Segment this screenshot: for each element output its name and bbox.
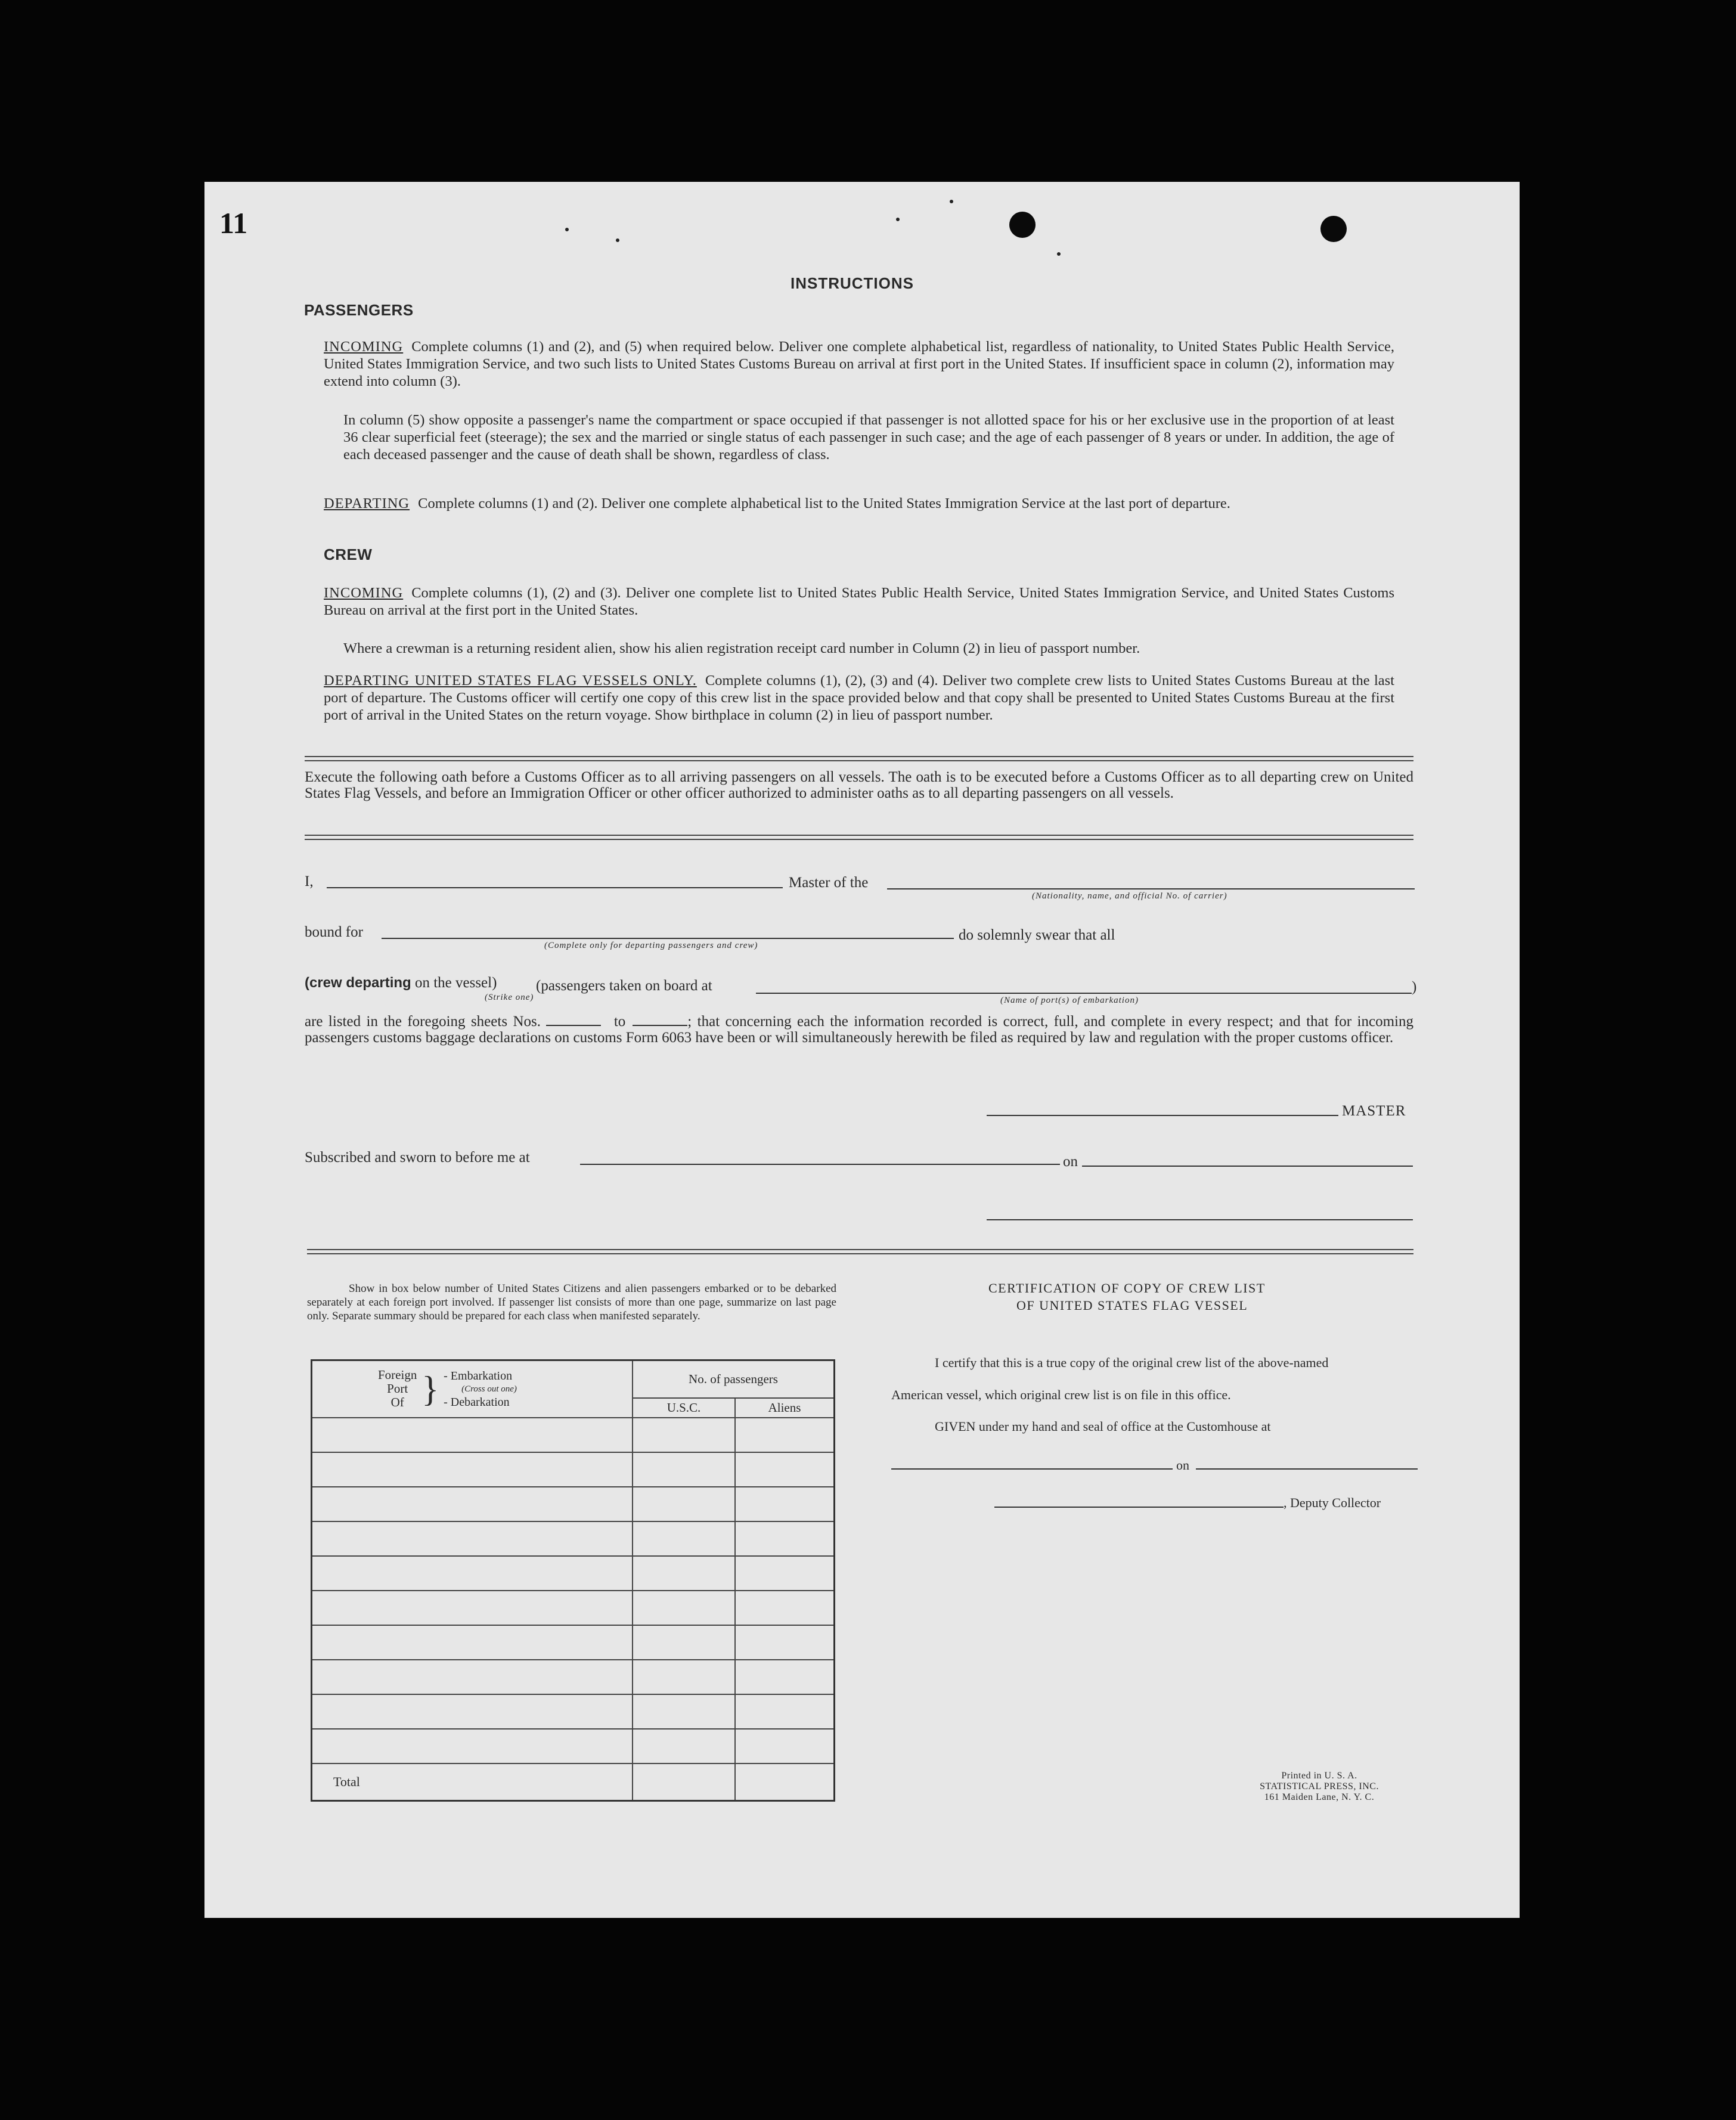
on-vessel-label: on the vessel) xyxy=(414,975,497,991)
port-cell[interactable] xyxy=(312,1556,633,1591)
given-line: GIVEN under my hand and seal of office at the Customhouse at xyxy=(935,1419,1271,1434)
usc-cell[interactable] xyxy=(633,1729,735,1763)
passengers-departing-paragraph xyxy=(324,495,1394,512)
usc-header: U.S.C. xyxy=(633,1398,735,1418)
port-cell[interactable] xyxy=(312,1521,633,1556)
aliens-cell[interactable] xyxy=(735,1556,835,1591)
divider-double-2 xyxy=(305,835,1413,840)
printer-line-2: STATISTICAL PRESS, INC. xyxy=(1260,1781,1379,1792)
debarkation-label[interactable]: - Debarkation xyxy=(444,1395,510,1409)
port-embarkation-field[interactable] xyxy=(756,993,1412,994)
carrier-field[interactable] xyxy=(887,888,1415,889)
master-signature-field[interactable] xyxy=(987,1115,1338,1116)
column5-paragraph: In column (5) show opposite a passenger's name the compartment or space occupied if that passenger is not allotted space for his or her exclusive use in the proportion of at least 36 clear superficial feet (steerage); the sex and the married or single status of each passenger in such case; and the age of each passenger of 8 years or under. In addition, the age of each deceased passenger and the cause of death shall be shown, regardless of class. xyxy=(343,412,1394,463)
cross-out-hint: (Cross out one) xyxy=(461,1384,517,1394)
aliens-cell[interactable] xyxy=(735,1452,835,1487)
speck xyxy=(896,218,900,221)
certification-title-1: CERTIFICATION OF COPY OF CREW LIST xyxy=(988,1281,1266,1295)
form-page xyxy=(204,182,1520,1918)
bound-for-label: bound for xyxy=(305,924,363,940)
certify-line-1: I certify that this is a true copy of the original crew list of the above-named xyxy=(935,1355,1329,1370)
page-mark: 11 xyxy=(219,206,248,240)
port-label: Port xyxy=(387,1381,408,1396)
subscribed-label: Subscribed and sworn to before me at xyxy=(305,1149,530,1166)
usc-cell[interactable] xyxy=(633,1418,735,1452)
listed-rest: ; that concerning each the information recorded is correct, full, and complete in every respect; and that for incoming passengers customs baggage declarations on customs Form 6063 have been or will simultaneously herewith be filed as required by law and regulation with the proper customs officer. xyxy=(305,1013,1413,1046)
printer-line-3: 161 Maiden Lane, N. Y. C. xyxy=(1264,1792,1375,1802)
bound-hint: (Complete only for departing passengers and crew) xyxy=(544,941,758,950)
usc-cell[interactable] xyxy=(633,1556,735,1591)
aliens-cell[interactable] xyxy=(735,1625,835,1660)
port-cell[interactable] xyxy=(312,1452,633,1487)
sheet-from-field[interactable] xyxy=(546,1014,601,1026)
aliens-cell[interactable] xyxy=(735,1694,835,1729)
embarkation-label[interactable]: - Embarkation xyxy=(444,1369,513,1383)
crew-departing-option[interactable] xyxy=(305,975,497,991)
printer-imprint xyxy=(1236,1771,1403,1803)
sworn-date-field[interactable] xyxy=(1082,1166,1413,1167)
port-header-cell: Foreign Port Of } - Embarkation (Cross out one) - Debarkation xyxy=(312,1360,633,1418)
passenger-summary-table xyxy=(311,1359,835,1802)
officer-signature-field[interactable] xyxy=(987,1219,1413,1220)
speck xyxy=(565,228,569,231)
aliens-cell[interactable] xyxy=(735,1487,835,1521)
aliens-cell[interactable] xyxy=(735,1521,835,1556)
usc-cell[interactable] xyxy=(633,1660,735,1694)
usc-cell[interactable] xyxy=(633,1521,735,1556)
departing-lead: DEPARTING xyxy=(324,495,410,512)
deputy-collector-label: , Deputy Collector xyxy=(1284,1495,1381,1510)
crew-heading: CREW xyxy=(324,546,373,563)
port-cell[interactable] xyxy=(312,1625,633,1660)
deputy-signature-field[interactable] xyxy=(994,1507,1284,1508)
master-label: MASTER xyxy=(1342,1103,1406,1119)
master-name-field[interactable] xyxy=(327,887,783,888)
crew-incoming-paragraph xyxy=(324,584,1394,619)
port-cell[interactable] xyxy=(312,1729,633,1763)
to-label: to xyxy=(613,1013,626,1030)
aliens-cell[interactable] xyxy=(735,1418,835,1452)
strike-hint: (Strike one) xyxy=(485,993,534,1002)
passengers-option[interactable]: (passengers taken on board at xyxy=(536,978,712,994)
certification-title-2: OF UNITED STATES FLAG VESSEL xyxy=(1016,1298,1248,1313)
nationality-hint: (Nationality, name, and official No. of carrier) xyxy=(1032,891,1227,901)
bound-for-field[interactable] xyxy=(382,938,954,939)
aliens-cell[interactable] xyxy=(735,1660,835,1694)
close-paren: ) xyxy=(1412,979,1417,995)
total-usc-cell[interactable] xyxy=(633,1763,735,1800)
total-label: Total xyxy=(312,1763,633,1800)
usc-cell[interactable] xyxy=(633,1694,735,1729)
certify-line-2: American vessel, which original crew list is on file in this office. xyxy=(891,1387,1231,1402)
instructions-title: INSTRUCTIONS xyxy=(790,274,914,292)
incoming-text: Complete columns (1) and (2), and (5) when required below. Deliver one complete alphabetical list, regardless of nationality, to United States Public Health Service, United States Immigration Service, and two such lists to United States Customs Bureau on arrival at first port in the United States. If insufficient space in column (2), information may extend into column (3). xyxy=(324,339,1394,389)
incoming-lead: INCOMING xyxy=(324,339,404,355)
aliens-cell[interactable] xyxy=(735,1591,835,1625)
departing-text: Complete columns (1) and (2). Deliver one complete alphabetical list to the United States Immigration Service at the last port of departure. xyxy=(418,495,1230,512)
foreign-label: Foreign xyxy=(378,1368,417,1383)
divider-double-3 xyxy=(307,1249,1413,1254)
crew-departing-text: Complete columns (1), (2), (3) and (4). Deliver two complete crew lists to United States Customs Bureau at the last port of departure. The Customs officer will certify one copy of this crew list in the space provided below and that copy shall be presented to United States Customs Bureau at the first port of arrival in the United States on the return voyage. Show birthplace in column (2) in lieu of passport number. xyxy=(324,672,1394,723)
port-cell[interactable] xyxy=(312,1660,633,1694)
passengers-incoming-paragraph xyxy=(324,338,1394,390)
crew-incoming-lead: INCOMING xyxy=(324,585,404,601)
crew-incoming-text: Complete columns (1), (2) and (3). Deliver one complete list to United States Public Health Service, United States Immigration Service, and United States Customs Bureau on arrival at the first port in the United States. xyxy=(324,585,1394,618)
certification-date-field[interactable] xyxy=(1196,1468,1418,1470)
usc-cell[interactable] xyxy=(633,1625,735,1660)
punch-hole-right xyxy=(1320,216,1347,242)
no-passengers-header: No. of passengers xyxy=(633,1360,835,1398)
speck xyxy=(1057,252,1061,256)
execute-oath-paragraph: Execute the following oath before a Customs Officer as to all arriving passengers on all vessels. The oath is to be executed before a Customs Officer as to all departing crew on United States Flag Vessels, and before an Immigration Officer or other officer authorized to administer oaths as to all departing passengers on all vessels. xyxy=(305,769,1413,801)
sworn-on-label: on xyxy=(1063,1154,1078,1170)
certification-on-label: on xyxy=(1176,1458,1189,1473)
printer-line-1: Printed in U. S. A. xyxy=(1281,1771,1357,1781)
summary-instructions: Show in box below number of United States Citizens and alien passengers embarked or to be debarked separately at each foreign port involved. If passenger list consists of more than one page, summarize on last page only. Separate summary should be prepared for each class when manifested separately. xyxy=(307,1282,836,1322)
usc-cell[interactable] xyxy=(633,1487,735,1521)
port-hint: (Name of port(s) of embarkation) xyxy=(1000,996,1139,1005)
sworn-place-field[interactable] xyxy=(580,1164,1060,1165)
crewman-paragraph: Where a crewman is a returning resident alien, show his alien registration receipt card number in Column (2) in lieu of passport number. xyxy=(343,640,1140,656)
port-cell[interactable] xyxy=(312,1694,633,1729)
i-label: I, xyxy=(305,873,314,889)
speck xyxy=(616,238,619,242)
usc-cell[interactable] xyxy=(633,1452,735,1487)
speck xyxy=(950,200,953,203)
master-of-label: Master of the xyxy=(789,875,869,891)
punch-hole-left xyxy=(1009,212,1036,238)
sheet-to-field[interactable] xyxy=(633,1014,687,1026)
aliens-header: Aliens xyxy=(735,1398,835,1418)
port-cell[interactable] xyxy=(312,1487,633,1521)
aliens-cell[interactable] xyxy=(735,1729,835,1763)
customhouse-field[interactable] xyxy=(891,1468,1173,1470)
port-cell[interactable] xyxy=(312,1418,633,1452)
divider-double-1 xyxy=(305,756,1413,761)
listed-paragraph xyxy=(305,1013,1413,1046)
of-label: Of xyxy=(390,1395,404,1410)
total-aliens-cell[interactable] xyxy=(735,1763,835,1800)
listed-start: are listed in the foregoing sheets Nos. xyxy=(305,1013,541,1030)
passengers-heading: PASSENGERS xyxy=(304,301,414,319)
crew-departing-paragraph xyxy=(324,672,1394,724)
port-cell[interactable] xyxy=(312,1591,633,1625)
swear-label: do solemnly swear that all xyxy=(959,927,1115,943)
usc-cell[interactable] xyxy=(633,1591,735,1625)
crew-departing-lead: DEPARTING UNITED STATES FLAG VESSELS ONLY. xyxy=(324,672,697,689)
crew-departing-label: (crew departing xyxy=(305,975,411,991)
